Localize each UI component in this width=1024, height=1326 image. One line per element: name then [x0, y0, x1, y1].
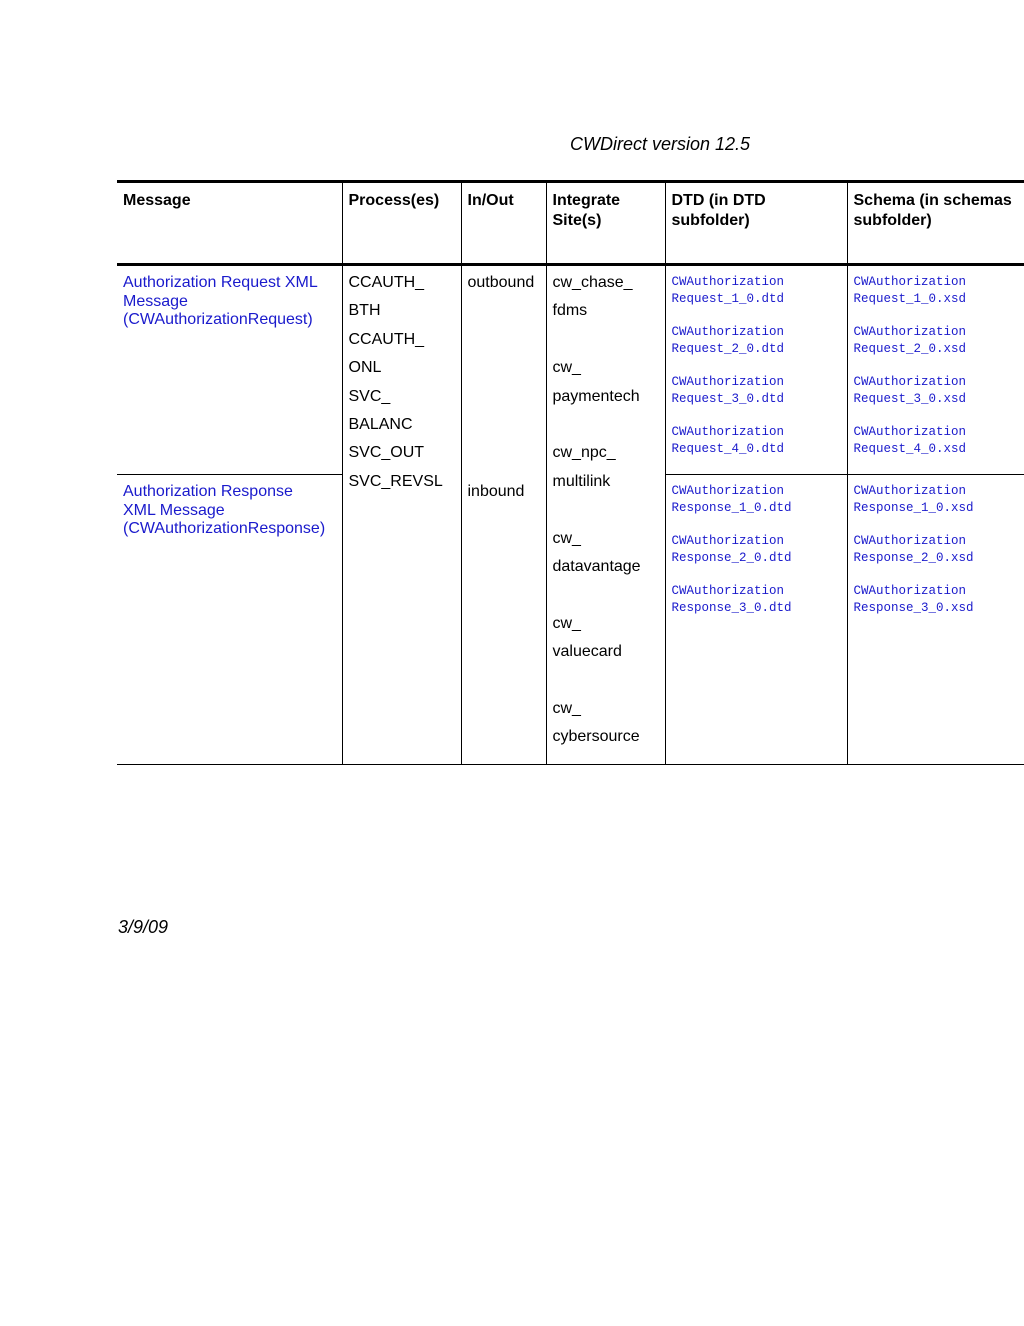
dtd-cell — [665, 475, 847, 765]
dtd-file-link[interactable]: CWAuthorization Request_3_0.dtd — [671, 375, 785, 406]
site-line: cw_ — [552, 700, 581, 718]
column-header-processes: Process(es) — [342, 182, 461, 265]
message-cell — [117, 475, 342, 765]
table-row — [117, 265, 1024, 475]
direction-value: inbound — [467, 482, 525, 500]
schema-file-link[interactable]: CWAuthorization Request_1_0.xsd — [853, 275, 967, 306]
direction-cell — [461, 475, 546, 765]
dtd-file-link[interactable]: CWAuthorization Request_2_0.dtd — [671, 325, 785, 356]
message-line: Message — [123, 292, 188, 310]
process-line: ONL — [348, 359, 382, 377]
dtd-file-link[interactable]: CWAuthorization Response_2_0.dtd — [671, 534, 792, 565]
schema-file-link[interactable]: CWAuthorization Response_3_0.xsd — [853, 584, 974, 615]
message-line: (CWAuthorizationResponse) — [123, 520, 326, 537]
process-line: SVC_ — [348, 387, 391, 405]
schema-file-link[interactable]: CWAuthorization Response_2_0.xsd — [853, 534, 974, 565]
dtd-cell — [665, 265, 847, 475]
message-cell — [117, 265, 342, 475]
dtd-file-link[interactable]: CWAuthorization Request_4_0.dtd — [671, 425, 785, 456]
table-header-row — [117, 182, 1024, 265]
site-line: cybersource — [552, 728, 640, 746]
column-header-message: Message — [123, 192, 191, 209]
process-line: SVC_REVSL — [348, 472, 443, 490]
message-link-request[interactable] — [123, 274, 336, 330]
page-header-title: CWDirect version 12.5 — [570, 134, 751, 154]
site-line: datavantage — [552, 558, 641, 576]
process-line: BTH — [348, 302, 381, 320]
process-line: CCAUTH_ — [348, 274, 425, 291]
dtd-file-link[interactable]: CWAuthorization Response_1_0.dtd — [671, 484, 792, 515]
site-line: paymentech — [552, 387, 640, 405]
process-line: CCAUTH_ — [348, 330, 425, 348]
integrate-sites-list — [553, 269, 659, 752]
message-link-response[interactable] — [123, 483, 336, 539]
processes-cell — [342, 265, 461, 765]
process-line: SVC_OUT — [348, 444, 425, 462]
column-header-schema: Schema (in schemas subfolder) — [847, 182, 1024, 265]
message-line: (CWAuthorizationRequest) — [123, 311, 313, 328]
site-line: cw_ — [552, 359, 581, 377]
site-line: fdms — [552, 302, 588, 320]
page-footer-date: 3/9/09 — [118, 917, 169, 937]
processes-list — [349, 269, 455, 496]
column-header-dtd: DTD (in DTD subfolder) — [665, 182, 847, 265]
message-line: XML Message — [123, 501, 225, 519]
schema-file-link[interactable]: CWAuthorization Request_3_0.xsd — [853, 375, 967, 406]
integrate-sites-cell — [546, 265, 665, 765]
site-line: cw_ — [552, 614, 581, 632]
message-line: Authorization Response — [123, 483, 293, 500]
column-header-integrate-sites: Integrate Site(s) — [546, 182, 665, 265]
schema-file-link[interactable]: CWAuthorization Response_1_0.xsd — [853, 484, 974, 515]
direction-cell — [461, 265, 546, 475]
column-header-in-out: In/Out — [461, 182, 546, 265]
site-line: cw_chase_ — [552, 274, 633, 291]
site-line: multilink — [552, 472, 611, 490]
schema-file-link[interactable]: CWAuthorization Request_2_0.xsd — [853, 325, 967, 356]
message-line: Authorization Request XML — [123, 274, 318, 291]
direction-value: outbound — [467, 274, 535, 291]
process-line: BALANC — [348, 416, 413, 434]
site-line: cw_npc_ — [552, 444, 616, 462]
messages-table — [117, 180, 1024, 765]
dtd-file-link[interactable]: CWAuthorization Response_3_0.dtd — [671, 584, 792, 615]
site-line: valuecard — [552, 643, 622, 661]
schema-cell — [847, 475, 1024, 765]
dtd-file-link[interactable]: CWAuthorization Request_1_0.dtd — [671, 275, 785, 306]
schema-cell — [847, 265, 1024, 475]
schema-file-link[interactable]: CWAuthorization Request_4_0.xsd — [853, 425, 967, 456]
site-line: cw_ — [552, 529, 581, 547]
